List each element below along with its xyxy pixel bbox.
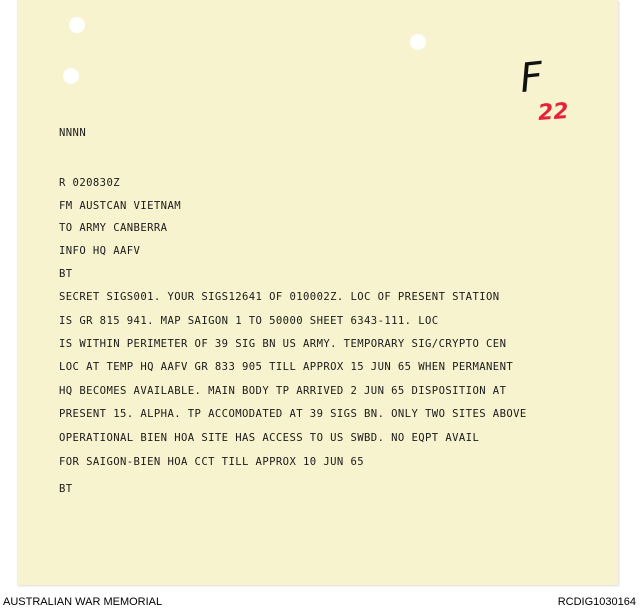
archive-footer — [0, 594, 640, 610]
archive-reference-id: RCDIG1030164 — [557, 596, 636, 608]
telex-line: IS WITHIN PERIMETER OF 39 SIG BN US ARMY. TEMPORARY SIG/CRYPTO CEN — [59, 338, 507, 350]
telex-line: SECRET SIGS001. YOUR SIGS12641 OF 010002Z. LOC OF PRESENT STATION — [59, 291, 500, 303]
archive-name: AUSTRALIAN WAR MEMORIAL — [3, 596, 163, 608]
telex-line: PRESENT 15. ALPHA. TP ACCOMODATED AT 39 SIGS BN. ONLY TWO SITES ABOVE — [59, 408, 527, 420]
telex-line: HQ BECOMES AVAILABLE. MAIN BODY TP ARRIVED 2 JUN 65 DISPOSITION AT — [59, 385, 507, 397]
telex-line: OPERATIONAL BIEN HOA SITE HAS ACCESS TO US SWBD. NO EQPT AVAIL — [59, 432, 480, 444]
handwritten-folio-number: 22 — [537, 98, 570, 127]
telex-line: R 020830Z — [59, 177, 121, 189]
telex-line: FM AUSTCAN VIETNAM — [59, 200, 182, 212]
telex-line: BT — [59, 268, 73, 280]
telex-line: LOC AT TEMP HQ AAFV GR 833 905 TILL APPROX 15 JUN 65 WHEN PERMANENT — [59, 361, 514, 373]
telex-line: INFO HQ AAFV — [59, 245, 141, 257]
handwritten-letter: F — [517, 53, 546, 103]
telex-line: BT — [59, 483, 73, 495]
telex-line: TO ARMY CANBERRA — [59, 222, 168, 234]
telex-line: FOR SAIGON-BIEN HOA CCT TILL APPROX 10 JUN 65 — [59, 456, 365, 468]
telex-message — [59, 0, 599, 495]
telex-line: NNNN — [59, 127, 87, 139]
telex-line: IS GR 815 941. MAP SAIGON 1 TO 50000 SHEET 6343-111. LOC — [59, 315, 439, 327]
